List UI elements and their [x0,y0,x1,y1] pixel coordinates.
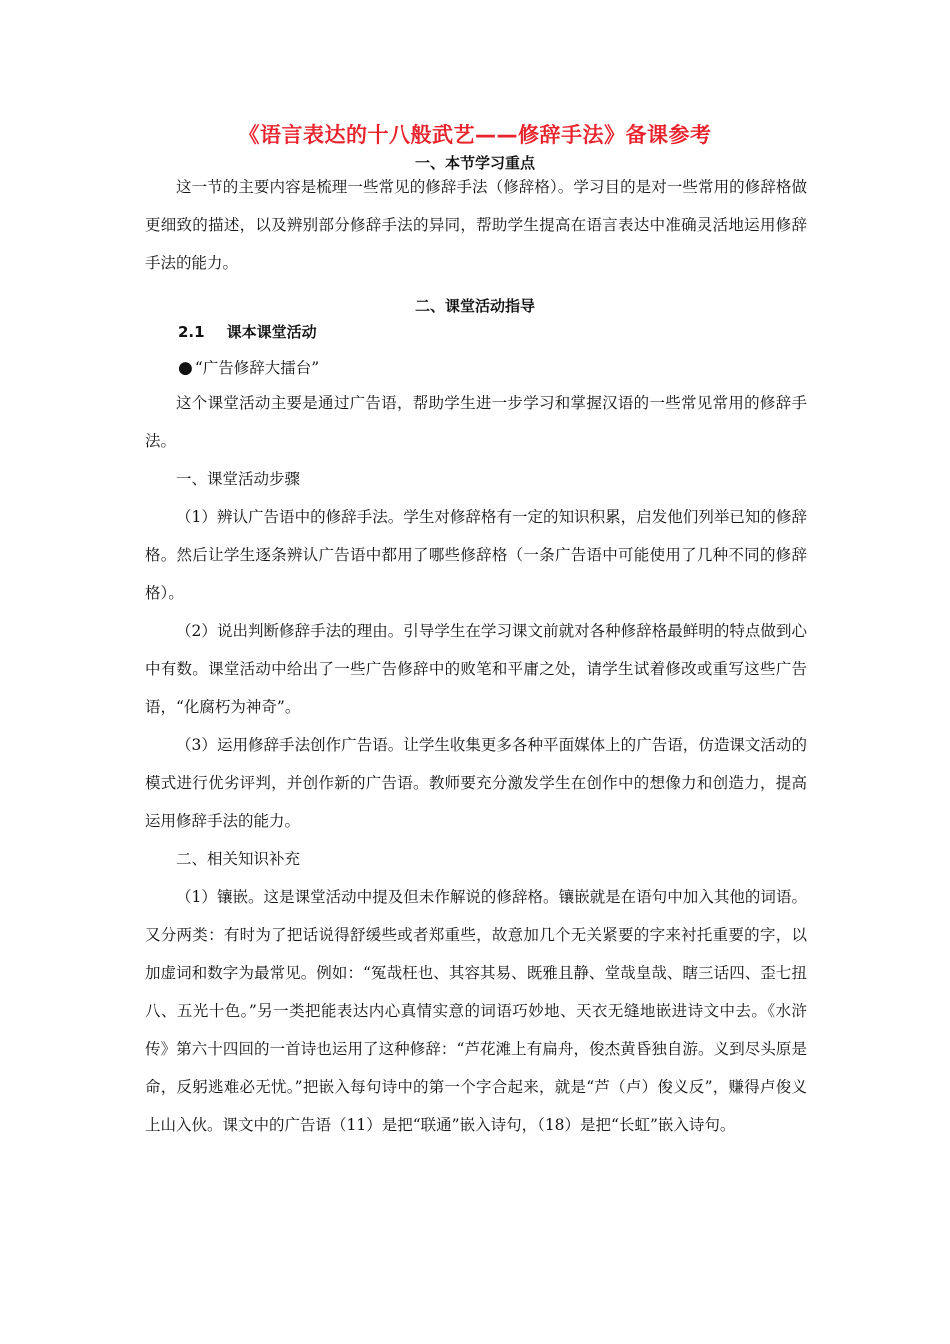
activity-name: “广告修辞大擂台” [194,359,320,377]
bullet-icon: ● [178,358,193,378]
knowledge-1-paragraph: （1）镶嵌。这是课堂活动中提及但未作解说的修辞格。镶嵌就是在语句中加入其他的词语。又分两类：有时为了把话说得舒缓些或者郑重些，故意加几个无关紧要的字来衬托重要的字，以加虚词和数字为最常见。例如：“冤哉枉也、其容其易、既雅且静、堂哉皇哉、瞎三话四、歪七扭八、五光十色。”另一类把能表达内心真情实意的词语巧妙地、天衣无缝地嵌进诗文中去。《水浒传》第六十四回的一首诗也运用了这种修辞：“芦花滩上有扁舟，俊杰黄昏独自游。义到尽头原是命，反躬逃难必无忧。”把嵌入每句诗中的第一个字合起来，就是“芦（卢）俊义反”，赚得卢俊义上山入伙。课文中的广告语（11）是把“联通”嵌入诗句，（18）是把“长虹”嵌入诗句。 [145,888,807,1134]
knowledge-heading: 二、相关知识补充 [176,850,301,868]
activity-title [178,356,319,378]
document-title: 《语言表达的十八般武艺——修辞手法》备课参考 [238,123,712,147]
section1-paragraph: 这一节的主要内容是梳理一些常见的修辞手法（修辞格）。学习目的是对一些常用的修辞格做更细致的描述，以及辨别部分修辞手法的异同，帮助学生提高在语言表达中准确灵活地运用修辞手法的能力。 [145,178,807,272]
subsection-heading [178,321,317,342]
subsection-title: 课本课堂活动 [226,323,317,341]
intro-paragraph: 这个课堂活动主要是通过广告语，帮助学生进一步学习和掌握汉语的一些常见常用的修辞手法。 [145,394,807,450]
steps-heading: 一、课堂活动步骤 [176,470,301,488]
section1-body [145,168,807,282]
section2-heading: 二、课堂活动指导 [414,297,535,315]
step-1-paragraph: （1）辨认广告语中的修辞手法。学生对修辞格有一定的知识积累，启发他们列举已知的修辞格。然后让学生逐条辨认广告语中都用了哪些修辞格（一条广告语中可能使用了几种不同的修辞格）。 [145,508,807,602]
step-3-paragraph: （3）运用修辞手法创作广告语。让学生收集更多各种平面媒体上的广告语，仿造课文活动的模式进行优劣评判，并创作新的广告语。教师要充分激发学生在创作中的想像力和创造力，提高运用修辞手法的能力。 [145,736,807,830]
subsection-number: 2.1 [178,323,205,341]
step-2-paragraph: （2）说出判断修辞手法的理由。引导学生在学习课文前就对各种修辞格最鲜明的特点做到心中有数。课堂活动中给出了一些广告修辞中的败笔和平庸之处，请学生试着修改或重写这些广告语，“化腐朽为神奇”。 [145,622,807,716]
section1-heading: 一、本节学习重点 [414,154,535,172]
section2-body [145,384,807,1144]
